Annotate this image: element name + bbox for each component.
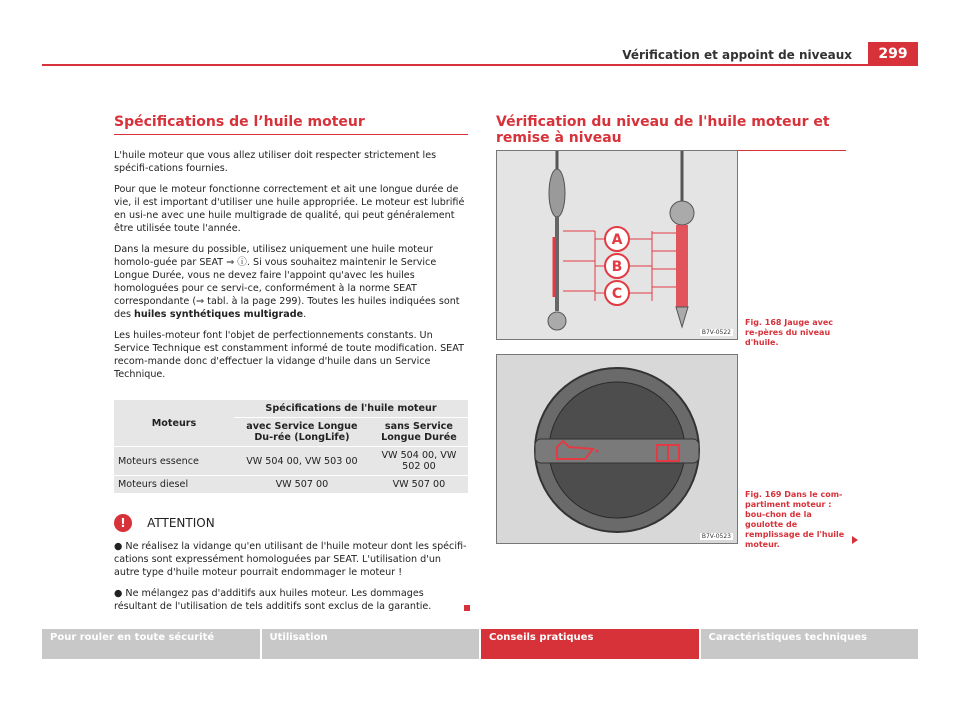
oil-cap-illustration xyxy=(497,355,737,543)
section-heading-oil-level: Vérification du niveau de l'huile moteur et remise à niveau xyxy=(496,114,846,151)
marker-label-b: B xyxy=(611,259,623,275)
table-row xyxy=(114,476,468,493)
marker-label-c: C xyxy=(611,286,623,302)
right-column xyxy=(496,114,846,151)
attention-title: ATTENTION xyxy=(147,515,215,530)
continue-arrow-icon xyxy=(852,536,858,544)
bullet-text: Ne mélangez pas d'additifs aux huiles moteur. Les dommages résultant de l'utilisation de tels additifs sont exclus de la garantie. xyxy=(114,587,432,612)
left-column xyxy=(114,114,468,613)
dipstick-illustration xyxy=(497,151,737,339)
figure-oil-cap xyxy=(496,354,738,544)
figure-caption: Fig. 168 Jauge avec re-pères du niveau d'huile. xyxy=(745,318,834,347)
figure-dipstick xyxy=(496,150,738,340)
attention-box xyxy=(114,512,468,613)
warning-icon: ! xyxy=(114,514,132,532)
figure-code: B7V-0523 xyxy=(701,533,731,540)
table-cell: VW 507 00 xyxy=(234,476,370,493)
footer-tab-caracteristiques[interactable]: Caractéristiques techniques xyxy=(701,629,919,659)
attention-bullet: ● Ne mélangez pas d'additifs aux huiles moteur. Les dommages résultant de l'utilisation de tels additifs sont exclus de la garantie. xyxy=(114,587,432,612)
attention-bullet: ● Ne réalisez la vidange qu'en utilisant de l'huile moteur dont les spécifi-cations sont expressément homologuées par SEAT. L'utilisation d'un autre type d'huile moteur pourrait endommager le moteur ! xyxy=(114,540,467,578)
section-heading-oil-specs: Spécifications de l’huile moteur xyxy=(114,114,468,135)
paragraph-text: . xyxy=(303,309,307,320)
paragraph-text: Dans la mesure du possible, utilisez uniquement une huile moteur homolo-guée par SEAT ⇒ ⓘ. Si vous souhaitez maintenir le Service Longue Durée, vous ne devez faire l'appoint qu'avec les huiles homologuées pour ce servi-ce, conformément à la norme SEAT correspondante (⇒ tabl. à la page 299). Toutes les huiles indiquées sont des xyxy=(114,244,460,320)
header-rule xyxy=(42,64,918,66)
table-cell: VW 504 00, VW 503 00 xyxy=(234,447,370,475)
table-header-group: Spécifications de l'huile moteur xyxy=(234,400,468,417)
table-header-moteurs: Moteurs xyxy=(114,400,234,446)
page-number: 299 xyxy=(868,42,918,66)
footer-tab-conseils[interactable]: Conseils pratiques xyxy=(481,629,699,659)
end-of-section-mark xyxy=(464,605,470,611)
oil-spec-table xyxy=(114,399,468,494)
footer-nav xyxy=(42,629,918,659)
paragraph xyxy=(114,243,468,321)
paragraph: Les huiles-moteur font l'objet de perfectionnements constants. Un Service Technique est constamment informé de toute modification. SEAT recom-mande donc d'effectuer la vidange d'huile dans un Service Technique. xyxy=(114,330,464,380)
table-header-no-longlife: sans Service Longue Durée xyxy=(370,418,468,446)
marker-label-a: A xyxy=(611,232,623,248)
paragraph: L'huile moteur que vous allez utiliser doit respecter strictement les spécifi-cations fournies. xyxy=(114,150,437,174)
table-cell: Moteurs diesel xyxy=(114,476,234,493)
table-cell: VW 507 00 xyxy=(370,476,468,493)
table-header-longlife: avec Service Longue Du-rée (LongLife) xyxy=(234,418,370,446)
paragraph: Pour que le moteur fonctionne correctement et ait une longue durée de vie, il est important d'utiliser une huile appropriée. Le moteur est lubrifié en usi-ne avec une huile multigrade de qualité, qui peut généralement être utilisée toute l'année. xyxy=(114,184,465,234)
table-row xyxy=(114,447,468,475)
footer-tab-securite[interactable]: Pour rouler en toute sécurité xyxy=(42,629,260,659)
footer-tab-utilisation[interactable]: Utilisation xyxy=(262,629,480,659)
bullet-text: Ne réalisez la vidange qu'en utilisant de l'huile moteur dont les spécifi-cations sont expressément homologuées par SEAT. L'utilisation d'un autre type d'huile moteur pourrait endommager le moteur ! xyxy=(114,540,467,578)
bold-phrase: huiles synthétiques multigrade xyxy=(134,309,304,320)
figure-caption: Fig. 169 Dans le com-partiment moteur : bou-chon de la goulotte de remplissage de l'huile moteur. xyxy=(745,490,845,549)
table-cell: VW 504 00, VW 502 00 xyxy=(370,447,468,475)
figure-code: B7V-0522 xyxy=(701,329,731,336)
running-header: Vérification et appoint de niveaux xyxy=(622,48,852,62)
table-cell: Moteurs essence xyxy=(114,447,234,475)
